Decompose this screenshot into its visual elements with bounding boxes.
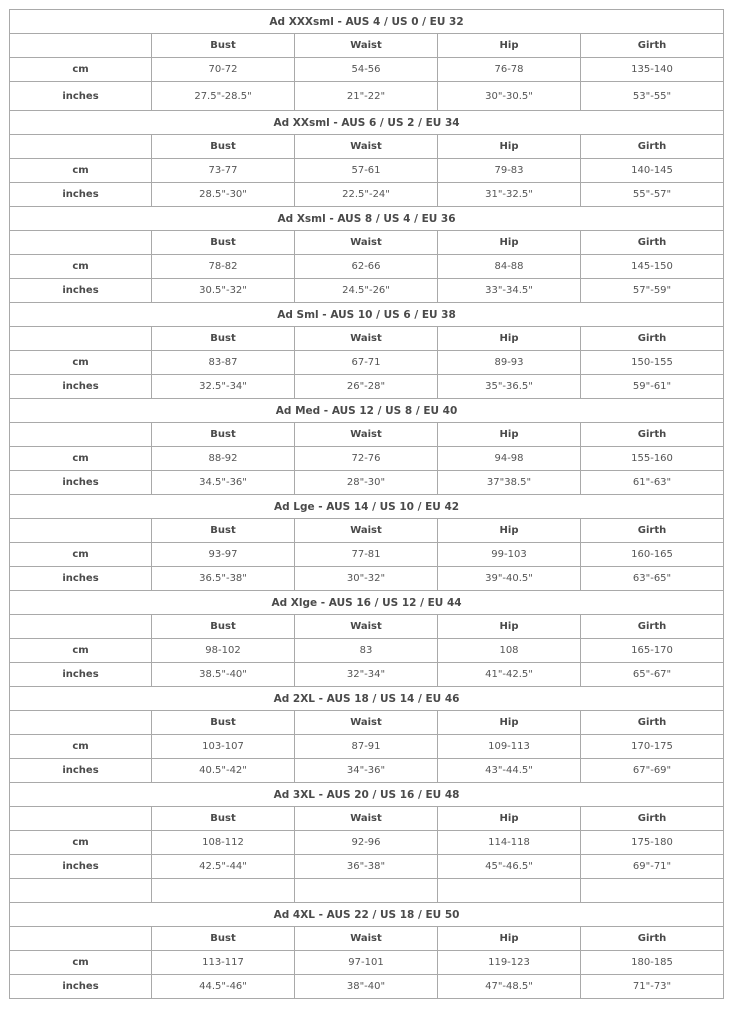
hip-cell: 114-118 <box>438 831 581 855</box>
waist-cell: 62-66 <box>295 255 438 279</box>
inches-row <box>10 663 724 687</box>
unit-label: inches <box>10 567 152 591</box>
waist-cell: 83 <box>295 639 438 663</box>
cm-row <box>10 159 724 183</box>
header-blank <box>10 423 152 447</box>
header-girth: Girth <box>581 231 724 255</box>
size-title-row <box>10 495 724 519</box>
size-title: Ad Sml - AUS 10 / US 6 / EU 38 <box>10 303 724 327</box>
header-hip: Hip <box>438 231 581 255</box>
bust-cell: 103-107 <box>152 735 295 759</box>
bust-cell: 27.5"-28.5" <box>152 82 295 111</box>
size-title: Ad Xsml - AUS 8 / US 4 / EU 36 <box>10 207 724 231</box>
waist-cell: 54-56 <box>295 58 438 82</box>
inches-row <box>10 567 724 591</box>
cm-row <box>10 255 724 279</box>
size-header-row <box>10 519 724 543</box>
hip-cell: 43"-44.5" <box>438 759 581 783</box>
header-bust: Bust <box>152 519 295 543</box>
girth-cell: 165-170 <box>581 639 724 663</box>
unit-label: inches <box>10 183 152 207</box>
header-bust: Bust <box>152 231 295 255</box>
unit-label: cm <box>10 447 152 471</box>
girth-cell: 155-160 <box>581 447 724 471</box>
header-girth: Girth <box>581 34 724 58</box>
unit-label: cm <box>10 255 152 279</box>
hip-cell: 47"-48.5" <box>438 975 581 999</box>
header-waist: Waist <box>295 135 438 159</box>
header-blank <box>10 34 152 58</box>
hip-cell: 94-98 <box>438 447 581 471</box>
unit-label: cm <box>10 543 152 567</box>
bust-cell: 73-77 <box>152 159 295 183</box>
waist-cell: 22.5"-24" <box>295 183 438 207</box>
header-waist: Waist <box>295 327 438 351</box>
hip-cell: 109-113 <box>438 735 581 759</box>
waist-cell: 28"-30" <box>295 471 438 495</box>
cm-row <box>10 735 724 759</box>
header-bust: Bust <box>152 615 295 639</box>
waist-cell: 67-71 <box>295 351 438 375</box>
header-waist: Waist <box>295 711 438 735</box>
header-blank <box>10 927 152 951</box>
header-blank <box>10 327 152 351</box>
bust-cell: 98-102 <box>152 639 295 663</box>
bust-cell: 93-97 <box>152 543 295 567</box>
girth-cell: 69"-71" <box>581 855 724 879</box>
cm-row <box>10 447 724 471</box>
size-title: Ad 4XL - AUS 22 / US 18 / EU 50 <box>10 903 724 927</box>
hip-cell: 37"38.5" <box>438 471 581 495</box>
size-title-row <box>10 207 724 231</box>
waist-cell: 32"-34" <box>295 663 438 687</box>
header-hip: Hip <box>438 615 581 639</box>
girth-cell: 170-175 <box>581 735 724 759</box>
girth-cell: 63"-65" <box>581 567 724 591</box>
waist-cell: 38"-40" <box>295 975 438 999</box>
size-title: Ad XXXsml - AUS 4 / US 0 / EU 32 <box>10 10 724 34</box>
hip-cell: 76-78 <box>438 58 581 82</box>
bust-cell: 78-82 <box>152 255 295 279</box>
waist-cell: 77-81 <box>295 543 438 567</box>
size-title-row <box>10 783 724 807</box>
unit-label: inches <box>10 82 152 111</box>
bust-cell: 34.5"-36" <box>152 471 295 495</box>
hip-cell: 84-88 <box>438 255 581 279</box>
inches-row <box>10 279 724 303</box>
waist-cell: 72-76 <box>295 447 438 471</box>
header-hip: Hip <box>438 135 581 159</box>
header-girth: Girth <box>581 927 724 951</box>
header-waist: Waist <box>295 927 438 951</box>
size-header-row <box>10 807 724 831</box>
inches-row <box>10 183 724 207</box>
inches-row <box>10 855 724 879</box>
header-waist: Waist <box>295 807 438 831</box>
unit-label: inches <box>10 279 152 303</box>
header-blank <box>10 231 152 255</box>
waist-cell: 26"-28" <box>295 375 438 399</box>
bust-cell: 83-87 <box>152 351 295 375</box>
hip-cell: 31"-32.5" <box>438 183 581 207</box>
header-girth: Girth <box>581 615 724 639</box>
header-hip: Hip <box>438 519 581 543</box>
inches-row <box>10 375 724 399</box>
header-blank <box>10 615 152 639</box>
unit-label: cm <box>10 159 152 183</box>
header-hip: Hip <box>438 927 581 951</box>
girth-cell: 53"-55" <box>581 82 724 111</box>
size-header-row <box>10 927 724 951</box>
header-girth: Girth <box>581 807 724 831</box>
girth-cell: 67"-69" <box>581 759 724 783</box>
cm-row <box>10 951 724 975</box>
header-blank <box>10 135 152 159</box>
header-hip: Hip <box>438 423 581 447</box>
hip-cell: 89-93 <box>438 351 581 375</box>
bust-cell: 88-92 <box>152 447 295 471</box>
cm-row <box>10 351 724 375</box>
header-waist: Waist <box>295 423 438 447</box>
unit-label: inches <box>10 855 152 879</box>
size-title: Ad Med - AUS 12 / US 8 / EU 40 <box>10 399 724 423</box>
hip-cell: 33"-34.5" <box>438 279 581 303</box>
girth-cell: 135-140 <box>581 58 724 82</box>
girth-cell: 175-180 <box>581 831 724 855</box>
size-title: Ad Lge - AUS 14 / US 10 / EU 42 <box>10 495 724 519</box>
girth-cell: 55"-57" <box>581 183 724 207</box>
cm-row <box>10 639 724 663</box>
header-blank <box>10 807 152 831</box>
waist-cell: 36"-38" <box>295 855 438 879</box>
hip-cell: 45"-46.5" <box>438 855 581 879</box>
hip-cell: 35"-36.5" <box>438 375 581 399</box>
bust-cell: 36.5"-38" <box>152 567 295 591</box>
inches-row <box>10 82 724 111</box>
bust-cell: 28.5"-30" <box>152 183 295 207</box>
waist-cell: 97-101 <box>295 951 438 975</box>
size-title-row <box>10 111 724 135</box>
header-waist: Waist <box>295 231 438 255</box>
size-header-row <box>10 615 724 639</box>
waist-cell: 21"-22" <box>295 82 438 111</box>
size-chart-table <box>9 9 724 999</box>
girth-cell: 180-185 <box>581 951 724 975</box>
bust-cell: 113-117 <box>152 951 295 975</box>
size-title-row <box>10 303 724 327</box>
hip-cell: 39"-40.5" <box>438 567 581 591</box>
size-title: Ad Xlge - AUS 16 / US 12 / EU 44 <box>10 591 724 615</box>
size-header-row <box>10 327 724 351</box>
unit-label: cm <box>10 831 152 855</box>
size-title-row <box>10 903 724 927</box>
size-title-row <box>10 687 724 711</box>
size-header-row <box>10 231 724 255</box>
size-title-row <box>10 10 724 34</box>
header-bust: Bust <box>152 327 295 351</box>
unit-label: inches <box>10 759 152 783</box>
unit-label: inches <box>10 663 152 687</box>
waist-cell: 92-96 <box>295 831 438 855</box>
size-header-row <box>10 135 724 159</box>
girth-cell: 145-150 <box>581 255 724 279</box>
header-girth: Girth <box>581 711 724 735</box>
header-bust: Bust <box>152 34 295 58</box>
size-title: Ad 2XL - AUS 18 / US 14 / EU 46 <box>10 687 724 711</box>
hip-cell: 119-123 <box>438 951 581 975</box>
bust-cell: 42.5"-44" <box>152 855 295 879</box>
hip-cell: 30"-30.5" <box>438 82 581 111</box>
girth-cell: 59"-61" <box>581 375 724 399</box>
header-hip: Hip <box>438 327 581 351</box>
hip-cell: 108 <box>438 639 581 663</box>
header-hip: Hip <box>438 711 581 735</box>
header-girth: Girth <box>581 135 724 159</box>
waist-cell: 30"-32" <box>295 567 438 591</box>
cm-row <box>10 543 724 567</box>
unit-label: cm <box>10 351 152 375</box>
hip-cell: 41"-42.5" <box>438 663 581 687</box>
size-title-row <box>10 399 724 423</box>
unit-label: inches <box>10 975 152 999</box>
unit-label: cm <box>10 639 152 663</box>
header-bust: Bust <box>152 807 295 831</box>
empty-row <box>10 879 724 903</box>
size-title: Ad XXsml - AUS 6 / US 2 / EU 34 <box>10 111 724 135</box>
unit-label: inches <box>10 375 152 399</box>
inches-row <box>10 975 724 999</box>
girth-cell: 150-155 <box>581 351 724 375</box>
unit-label: cm <box>10 58 152 82</box>
cm-row <box>10 58 724 82</box>
header-bust: Bust <box>152 927 295 951</box>
bust-cell: 32.5"-34" <box>152 375 295 399</box>
size-title: Ad 3XL - AUS 20 / US 16 / EU 48 <box>10 783 724 807</box>
header-blank <box>10 519 152 543</box>
bust-cell: 40.5"-42" <box>152 759 295 783</box>
size-header-row <box>10 711 724 735</box>
girth-cell: 65"-67" <box>581 663 724 687</box>
header-waist: Waist <box>295 34 438 58</box>
header-bust: Bust <box>152 135 295 159</box>
header-waist: Waist <box>295 615 438 639</box>
bust-cell: 30.5"-32" <box>152 279 295 303</box>
waist-cell: 24.5"-26" <box>295 279 438 303</box>
unit-label: cm <box>10 951 152 975</box>
hip-cell: 99-103 <box>438 543 581 567</box>
girth-cell: 160-165 <box>581 543 724 567</box>
header-waist: Waist <box>295 519 438 543</box>
girth-cell: 71"-73" <box>581 975 724 999</box>
bust-cell: 108-112 <box>152 831 295 855</box>
girth-cell: 61"-63" <box>581 471 724 495</box>
inches-row <box>10 759 724 783</box>
waist-cell: 87-91 <box>295 735 438 759</box>
bust-cell: 70-72 <box>152 58 295 82</box>
size-header-row <box>10 423 724 447</box>
bust-cell: 38.5"-40" <box>152 663 295 687</box>
waist-cell: 34"-36" <box>295 759 438 783</box>
size-header-row <box>10 34 724 58</box>
header-bust: Bust <box>152 423 295 447</box>
header-hip: Hip <box>438 34 581 58</box>
header-blank <box>10 711 152 735</box>
cm-row <box>10 831 724 855</box>
waist-cell: 57-61 <box>295 159 438 183</box>
inches-row <box>10 471 724 495</box>
header-girth: Girth <box>581 423 724 447</box>
girth-cell: 57"-59" <box>581 279 724 303</box>
unit-label: cm <box>10 735 152 759</box>
size-title-row <box>10 591 724 615</box>
girth-cell: 140-145 <box>581 159 724 183</box>
hip-cell: 79-83 <box>438 159 581 183</box>
header-girth: Girth <box>581 327 724 351</box>
unit-label: inches <box>10 471 152 495</box>
header-hip: Hip <box>438 807 581 831</box>
header-girth: Girth <box>581 519 724 543</box>
header-bust: Bust <box>152 711 295 735</box>
bust-cell: 44.5"-46" <box>152 975 295 999</box>
